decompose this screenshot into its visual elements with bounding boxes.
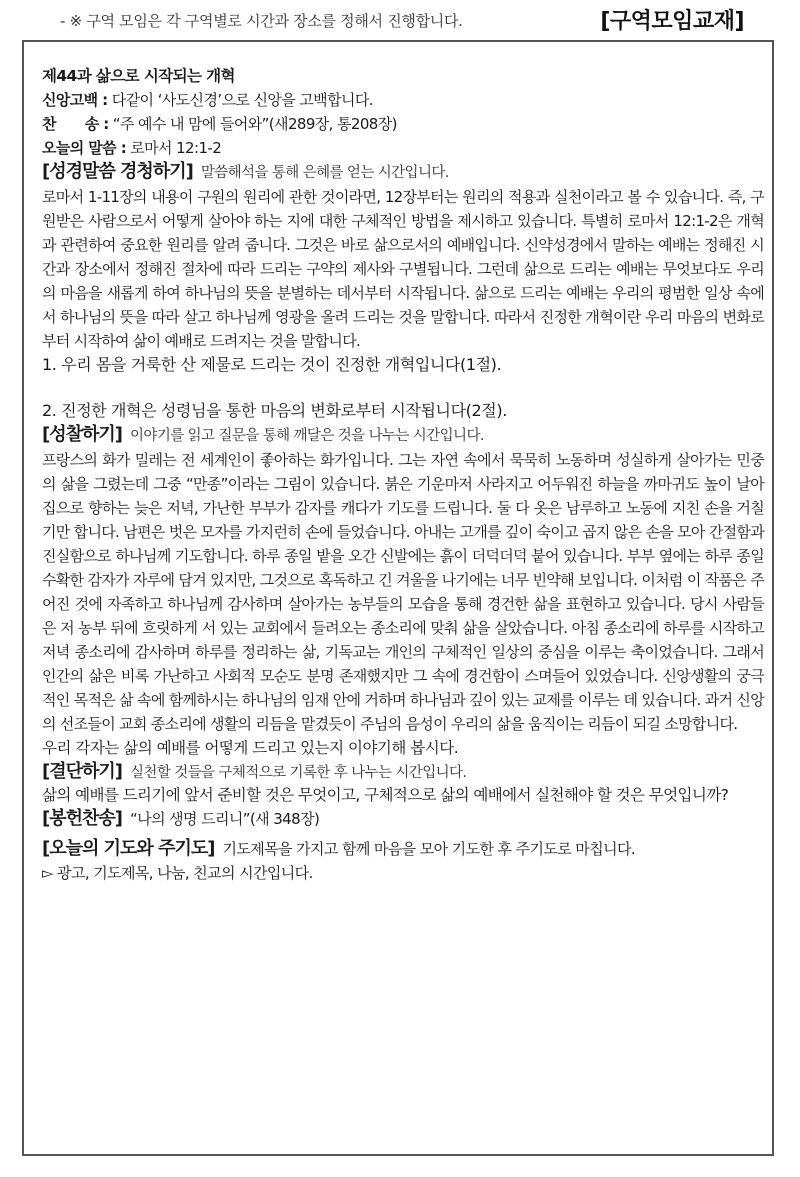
key-point: 1. 우리 몸을 거룩한 산 제물로 드리는 것이 진정한 개혁입니다(1절). <box>42 355 502 374</box>
section-tag: [봉헌찬송] <box>42 808 123 829</box>
section-tag: [성찰하기] <box>42 424 123 445</box>
section-heading-reflection <box>42 423 764 448</box>
meta-row-confession <box>42 88 764 112</box>
meta-label: 신앙고백 : <box>42 91 108 109</box>
page-title: [구역모임교재] <box>600 9 744 34</box>
offering-hymn-value: “나의 생명 드리니”(새 348장) <box>130 810 320 828</box>
meta-label: 오늘의 말씀 : <box>42 139 127 157</box>
section-body: 프랑스의 화가 밀레는 전 세계인이 좋아하는 화가입니다. 그는 자연 속에서 묵묵히 노동하며 성실하게 살아가는 민중의 삶을 그렸는데 그중 “만종”이라는 그림이 있습니다. 붉은 기운마저 사라지고 어두워진 하늘을 까마귀도 높이 날아 집으로 향하는 늦은 저녁, 가난한 부부가 감자를 캐다가 기도를 드립니다. 둘 다 옷은 남루하고 노동에 지친 손을 거칠기만 합니다. 남편은 벗은 모자를 가지런히 손에 들었습니다. 아내는 고개를 깊이 숙이고 곱지 않은 손을 모아 간절함과 진실함으로 하나님께 기도합니다. 하루 종일 밭을 오간 신발에는 흙이 더덕더덕 붙어 있습니다. 부부 옆에는 하루 종일 수확한 감자가 자루에 담겨 있지만, 그것으로 혹독하고 긴 겨울을 나기에는 너무 빈약해 보입니다. 이처럼 이 작품은 주어진 것에 자족하고 하나님께 감사하며 살아가는 농부들의 모습을 통해 경건한 삶을 표현하고 있습니다. 당시 사람들은 저 농부 뒤에 흐릿하게 서 있는 교회에서 들려오는 종소리에 맞춰 삶을 살았습니다. 아침 종소리에 하루를 시작하고 저녁 종소리에 감사하며 하루를 정리하는 삶, 기독교는 개인의 구체적인 일상의 중심을 이루는 축이었습니다. 그래서 인간의 삶은 비록 가난하고 사회적 모순도 분명 존재했지만 그 속에 경건함이 스며들어 있었습니다. 신앙생활의 궁극적인 목적은 삶 속에 함께하시는 하나님의 임재 안에 거하며 하나님과 깊이 있는 교제를 이루는 데 있습니다. 과거 신앙의 선조들이 교회 종소리에 생활의 리듬을 맡겼듯이 주님의 음성이 우리의 삶을 움직이는 리듬이 되길 소망합니다. <box>42 451 764 733</box>
meta-value: 다같이 ‘사도신경’으로 신앙을 고백합니다. <box>107 91 373 109</box>
section-heading-prayer <box>42 837 764 861</box>
section-description: 기도제목을 가지고 함께 마음을 모아 기도한 후 주기도로 마칩니다. <box>222 840 636 858</box>
section-tag: [결단하기] <box>42 761 123 782</box>
meta-value: 로마서 12:1-2 <box>126 139 222 157</box>
header-note: - ※ 구역 모임은 각 구역별로 시간과 장소를 정해서 진행합니다. <box>60 12 463 30</box>
section-description: 말씀해석을 통해 은혜를 얻는 시간입니다. <box>200 165 449 181</box>
meta-value: “주 예수 내 맘에 들어와”(새289장, 통208장) <box>108 115 397 133</box>
section-tag: [오늘의 기도와 주기도] <box>42 838 215 859</box>
lesson-content <box>42 64 764 885</box>
section-heading-offering-hymn <box>42 807 764 831</box>
section-body: 로마서 1-11장의 내용이 구원의 원리에 관한 것이라면, 12장부터는 원리의 적용과 실천이라고 볼 수 있습니다. 즉, 구원받은 사람으로서 어떻게 살아야 하는 지에 대한 구체적인 방법을 제시하고 있습니다. 특별히 로마서 12:1-2은 개혁과 관련하여 중요한 원리를 알려 줍니다. 그것은 바로 삶으로서의 예배입니다. 신약성경에서 말하는 예배는 정해진 시간과 장소에서 정해진 절차에 따라 드리는 구약의 제사와 구별됩니다. 그런데 삶으로 드리는 예배는 무엇보다도 우리의 마음을 새롭게 하여 하나님의 뜻을 분별하는 데서부터 시작됩니다. 삶으로 드리는 예배는 우리의 평범한 일상 속에서 하나님의 뜻을 따라 살고 하나님께 영광을 올려 드리는 것을 말합니다. 따라서 진정한 개혁이란 우리 마음의 변화로부터 시작하여 삶이 예배로 드려지는 것을 말합니다. <box>42 188 764 350</box>
key-point: 2. 진정한 개혁은 성령님을 통한 마음의 변화로부터 시작됩니다(2절). <box>42 401 507 420</box>
discussion-question: 우리 각자는 삶의 예배를 어떻게 드리고 있는지 이야기해 봅시다. <box>42 739 459 757</box>
meta-label: 찬 송 : <box>42 115 109 133</box>
section-heading-listening <box>42 160 764 185</box>
meta-row-hymn <box>42 112 764 136</box>
meta-row-scripture <box>42 136 764 160</box>
section-tag: [성경말씀 경청하기] <box>42 161 193 182</box>
section-description: 실천할 것들을 구체적으로 기록한 후 나누는 시간입니다. <box>130 765 467 781</box>
section-heading-decision <box>42 760 764 785</box>
decision-question: 삶의 예배를 드리기에 앞서 준비할 것은 무엇이고, 구체적으로 삶의 예배에서 실천해야 할 것은 무엇입니까? <box>42 786 729 804</box>
lesson-title: 제44과 삶으로 시작되는 개혁 <box>42 67 235 85</box>
closing-note: ▻ 광고, 기도제목, 나눔, 친교의 시간입니다. <box>42 864 313 882</box>
section-description: 이야기를 읽고 질문을 통해 깨달은 것을 나누는 시간입니다. <box>130 428 484 444</box>
